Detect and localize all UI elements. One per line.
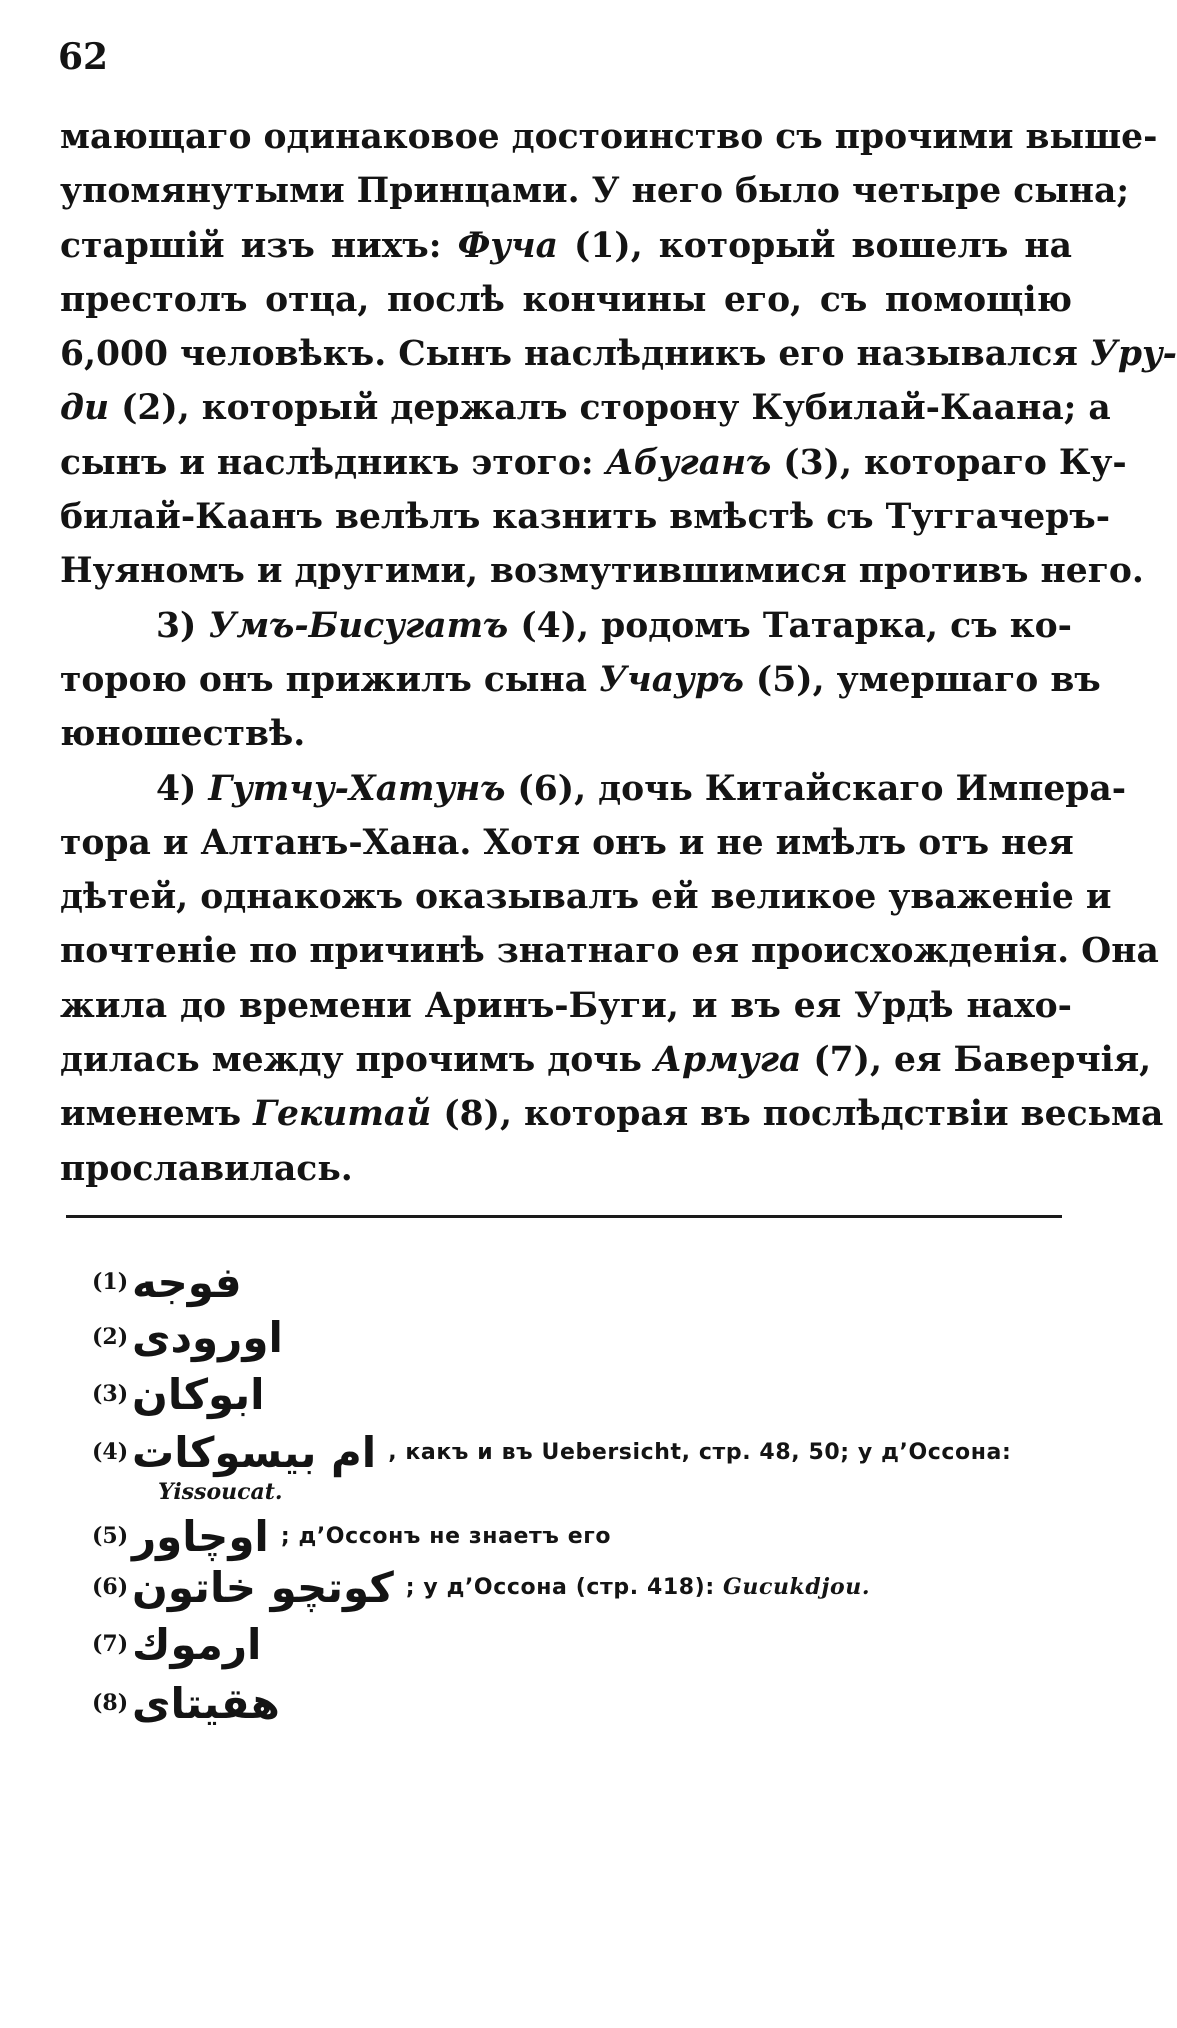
text-run: 6,000 человѣкъ. Сынъ наслѣдникъ его назывался [60, 334, 1090, 375]
text-run: юношествѣ. [60, 714, 306, 755]
text-run: старшій изъ нихъ: [60, 225, 458, 266]
footnote-text [388, 1440, 1011, 1465]
footnote-5 [92, 1513, 1082, 1559]
text-line [60, 1142, 1072, 1196]
text-run: престолъ отца, послѣ кончины его, съ помощію [60, 279, 1072, 320]
text-line [60, 490, 1111, 544]
text-line [60, 1033, 1152, 1087]
text-run: билай-Каанъ велѣлъ казнить вмѣстѣ съ Туггачеръ- [60, 497, 1111, 538]
footnote-6 [92, 1559, 1082, 1615]
page-number: 62 [58, 36, 109, 78]
text-run: тора и Алтанъ-Хана. Хотя онъ и не имѣлъ отъ нея [60, 822, 1074, 863]
arabic-name: كوتچو خاتون [132, 1562, 394, 1612]
italic-name: Уру- [1089, 334, 1177, 375]
arabic-name: اوچاور [132, 1511, 269, 1561]
text-run: (3), котораго Ку- [771, 442, 1127, 483]
footnote-number: (6) [92, 1574, 129, 1600]
italic-name: Умъ-Бисугатъ [208, 605, 509, 646]
italic-name: Фуча [457, 225, 558, 266]
footnote-number: (2) [92, 1324, 129, 1350]
arabic-name: ابوكان [132, 1369, 265, 1419]
body-text [60, 110, 1177, 1196]
text-run: дилась между прочимъ дочь [60, 1040, 654, 1081]
footnote-1 [92, 1255, 1082, 1309]
text-line [60, 381, 1111, 435]
text-run: жила до времени Аринъ-Буги, и въ ея Урдѣ нахо- [60, 985, 1072, 1026]
text-line [60, 327, 1177, 381]
italic-name: Гекитай [253, 1094, 432, 1135]
text-line [60, 1087, 1164, 1141]
text-run: прославилась. [60, 1148, 353, 1189]
arabic-name: ارموك [132, 1619, 262, 1669]
italic-name: Армуга [653, 1040, 802, 1081]
text-run: (4), родомъ Татарка, съ ко- [508, 605, 1073, 646]
text-run: (8), которая въ послѣдствіи весьма [431, 1094, 1164, 1135]
text-run: дѣтей, однакожъ оказывалъ ей великое уваженіе и [60, 877, 1112, 918]
text-run: (6), дочь Китайскаго Импера- [505, 768, 1127, 809]
text-run: упомянутыми Принцами. У него было четыре сына; [60, 171, 1130, 212]
text-line [60, 164, 1130, 218]
text-line [60, 924, 1159, 978]
text-line [60, 816, 1072, 870]
text-line [60, 707, 1072, 761]
arabic-name: فوجه [132, 1257, 242, 1307]
text-run: именемъ [60, 1094, 254, 1135]
footnote-number: (4) [92, 1439, 129, 1465]
footnote-continuation: Yissoucat. [158, 1479, 283, 1505]
text-line [60, 544, 1144, 598]
text-line [60, 110, 1158, 164]
text-run: сынъ и наслѣдникъ этого: [60, 442, 606, 483]
text-line [60, 762, 1127, 816]
text-run: (1), который вошелъ на [557, 225, 1072, 266]
text-line [60, 599, 1072, 653]
footnote-number: (7) [92, 1631, 129, 1657]
text-line [60, 979, 1072, 1033]
arabic-name: ام بيسوكات [132, 1427, 377, 1477]
text-run: (2), который держалъ сторону Кубилай-Каана; а [109, 388, 1111, 429]
footnote-2 [92, 1309, 1082, 1365]
footnote-number: (3) [92, 1381, 129, 1407]
text-run: мающаго одинаковое достоинство съ прочими выше- [60, 117, 1158, 157]
arabic-name: اورودی [132, 1312, 283, 1362]
text-run: (5), умершаго въ [743, 659, 1101, 700]
arabic-name: هقيتاى [132, 1678, 280, 1728]
italic-name: Абуганъ [605, 442, 772, 483]
italic-name: ди [60, 388, 110, 429]
text-run: торою онъ прижилъ сына [60, 659, 600, 700]
footnote-divider [66, 1215, 1062, 1218]
footnote-7 [92, 1615, 1082, 1673]
footnote-text [281, 1524, 611, 1549]
text-run: 4) [156, 768, 209, 809]
footnote-number: (8) [92, 1690, 129, 1716]
text-line [60, 653, 1101, 707]
text-run: 3) [156, 605, 209, 646]
footnote-italic-run: Gucukdjou. [722, 1574, 871, 1600]
footnote-3 [92, 1365, 1082, 1423]
italic-name: Учауръ [599, 659, 744, 700]
text-line [60, 436, 1127, 490]
text-line [60, 870, 1112, 924]
text-run: Нуяномъ и другими, возмутившимися противъ него. [60, 551, 1144, 592]
text-line [60, 219, 1072, 273]
footnote-text [406, 1574, 870, 1600]
footnote-text-run: ; у д’Оссона (стр. 418): [405, 1575, 723, 1600]
footnote-number: (1) [92, 1269, 129, 1295]
text-line [60, 273, 1072, 327]
text-run: почтеніе по причинѣ знатнаго ея происхожденія. Она [60, 931, 1159, 972]
italic-name: Гутчу-Хатунъ [208, 768, 506, 809]
footnote-4 [92, 1423, 1082, 1481]
text-run: (7), ея Баверчія, [801, 1040, 1152, 1081]
footnote-8 [92, 1673, 1082, 1733]
footnote-number: (5) [92, 1523, 129, 1549]
footnotes [92, 1255, 1082, 1733]
footnote-text-run: ; д’Оссонъ не знаетъ его [280, 1523, 612, 1549]
footnote-text-run: , какъ и въ Uebersicht, стр. 48, 50; у д’Оссона: [388, 1439, 1012, 1465]
